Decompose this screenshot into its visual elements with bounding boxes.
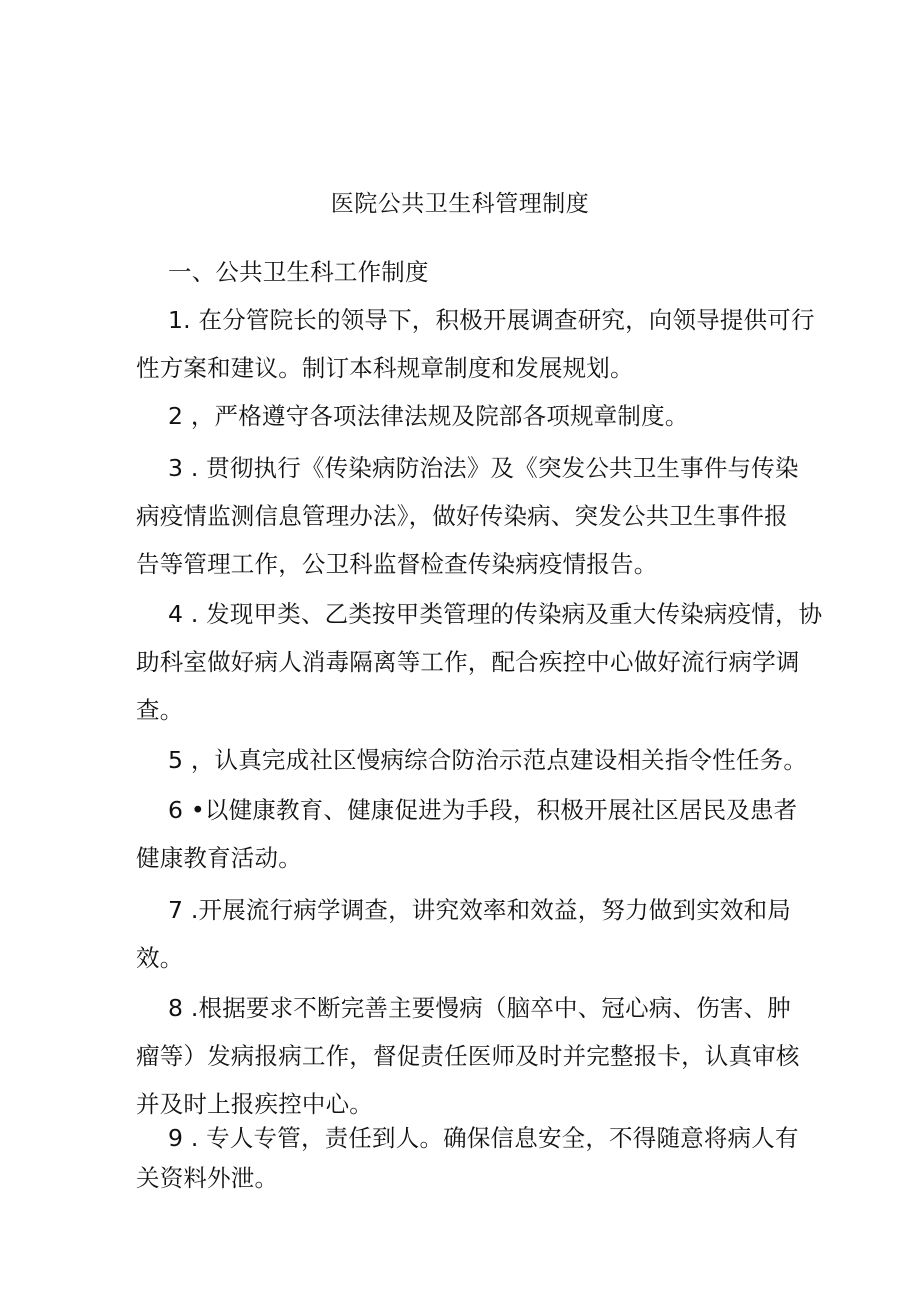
item-7-line-2: 效。 [136, 944, 184, 972]
item-4-line-3: 查。 [136, 696, 184, 724]
section-heading: 一、公共卫生科工作制度 [168, 258, 429, 286]
document-title: 医院公共卫生科管理制度 [330, 191, 590, 217]
item-8-line-1: 8 .根据要求不断完善主要慢病（脑卒中、冠心病、伤害、肿 [168, 994, 791, 1022]
item-9-line-1: 9 . 专人专管，责任到人。确保信息安全，不得随意将病人有 [168, 1124, 799, 1152]
item-6-line-2: 健康教育活动。 [136, 844, 302, 872]
item-4-line-2: 助科室做好病人消毒隔离等工作，配合疾控中心做好流行病学调 [136, 648, 800, 676]
item-1-line-2: 性方案和建议。制订本科规章制度和发展规划。 [136, 354, 634, 382]
item-7-line-1: 7 .开展流行病学调查，讲究效率和效益，努力做到实效和局 [168, 896, 791, 924]
item-2-line-1: 2 ，严格遵守各项法律法规及院部各项规章制度。 [168, 402, 689, 430]
item-5-line-1: 5 ，认真完成社区慢病综合防治示范点建设相关指令性任务。 [168, 746, 808, 774]
item-6-line-1: 6 •以健康教育、健康促进为手段，积极开展社区居民及患者 [168, 796, 798, 824]
item-8-line-2: 瘤等）发病报病工作，督促责任医师及时并完整报卡，认真审核 [136, 1042, 800, 1070]
item-3-line-2: 病疫情监测信息管理办法》，做好传染病、突发公共卫生事件报 [136, 502, 788, 530]
item-8-line-3: 并及时上报疾控中心。 [136, 1090, 373, 1118]
item-9-line-2: 关资料外泄。 [136, 1164, 279, 1192]
item-1-line-1: 1. 在分管院长的领导下，积极开展调查研究，向领导提供可行 [168, 306, 815, 334]
item-3-line-3: 告等管理工作，公卫科监督检查传染病疫情报告。 [136, 550, 658, 578]
item-3-line-1: 3 . 贯彻执行《传染病防治法》及《突发公共卫生事件与传染 [168, 454, 799, 482]
item-4-line-1: 4 . 发现甲类、乙类按甲类管理的传染病及重大传染病疫情，协 [168, 600, 823, 628]
